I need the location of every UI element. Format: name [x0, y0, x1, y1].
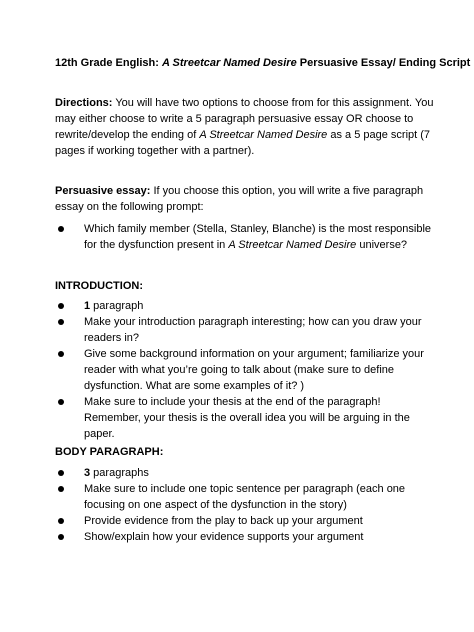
list-item: Show/explain how your evidence supports your argument	[55, 529, 436, 545]
persuasive-text: If you choose this option, you will write a five paragraph essay on the following prompt:	[55, 185, 424, 213]
list-item: Make sure to include one topic sentence per paragraph (each one focusing on one aspect of the dysfunction in the story)	[55, 481, 436, 513]
list-item	[55, 465, 436, 481]
persuasive-paragraph	[55, 183, 436, 215]
prompt-play: A Streetcar Named Desire	[228, 239, 357, 251]
list-item	[55, 298, 436, 314]
introduction-list	[55, 298, 436, 442]
body-paragraph-list	[55, 465, 436, 545]
introduction-heading: INTRODUCTION:	[55, 280, 143, 292]
body-count-text: paragraphs	[90, 467, 149, 479]
title-suffix: Persuasive Essay/ Ending Script	[296, 57, 471, 69]
list-item: Give some background information on your argument; familiarize your reader with what you’re going to talk about (make sure to define dysfunction. What are some examples of it? )	[55, 346, 436, 394]
directions-paragraph	[55, 95, 436, 159]
title-play: A Streetcar Named Desire	[161, 57, 297, 69]
list-item	[55, 221, 436, 253]
persuasive-label: Persuasive essay:	[55, 185, 151, 197]
page-title	[55, 55, 471, 71]
intro-count-text: paragraph	[90, 300, 144, 312]
directions-text-1: You will have two options to choose from for this assignment. You may either choose to write a 5 paragraph persuasive essay OR choose to rewrite/develop the ending of	[55, 97, 434, 141]
list-item: Make sure to include your thesis at the end of the paragraph! Remember, your thesis is the overall idea you will be arguing in the paper.	[55, 394, 436, 442]
directions-text-2: as a 5 page script (7 pages if working together with a partner).	[55, 129, 431, 157]
prompt-text-2: universe?	[356, 239, 408, 251]
body-count-number: 3	[84, 467, 91, 479]
prompt-text-1: Which family member (Stella, Stanley, Blanche) is the most responsible for the dysfunction present in	[84, 223, 432, 251]
list-item: Make your introduction paragraph interesting; how can you draw your readers in?	[55, 314, 436, 346]
title-prefix: 12th Grade English:	[55, 57, 162, 69]
body-paragraph-heading: BODY PARAGRAPH:	[55, 446, 164, 458]
prompt-list	[55, 221, 436, 253]
directions-play: A Streetcar Named Desire	[199, 129, 328, 141]
intro-count-number: 1	[84, 300, 91, 312]
directions-label: Directions:	[55, 97, 113, 109]
list-item: Provide evidence from the play to back up your argument	[55, 513, 436, 529]
